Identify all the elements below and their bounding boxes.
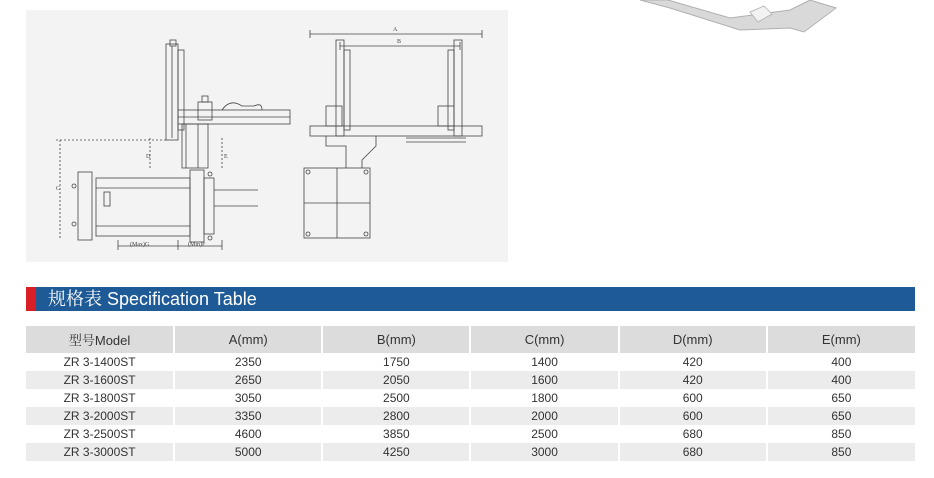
table-header-row [26,326,915,353]
label-c: C [56,186,61,192]
cell-e: 650 [767,389,915,407]
header-b: B(mm) [322,326,470,353]
section-header [26,287,915,311]
cell-b: 1750 [322,353,470,371]
table-row [26,425,915,443]
table-row [26,353,915,371]
table-row [26,371,915,389]
cell-b: 2500 [322,389,470,407]
header-e: E(mm) [767,326,915,353]
table-row [26,407,915,425]
header-d: D(mm) [619,326,767,353]
label-d: D [146,154,151,160]
cell-d: 600 [619,389,767,407]
cell-c: 3000 [470,443,618,461]
bracket-image [640,0,840,40]
cell-a: 3050 [174,389,322,407]
cell-e: 400 [767,371,915,389]
cell-a: 2650 [174,371,322,389]
cell-model: ZR 3-1800ST [26,389,174,407]
label-e: E [224,154,228,160]
header-c: C(mm) [470,326,618,353]
cell-c: 1400 [470,353,618,371]
cell-model: ZR 3-2000ST [26,407,174,425]
section-title: 规格表 Specification Table [48,289,257,309]
cell-a: 3350 [174,407,322,425]
cell-d: 420 [619,353,767,371]
label-a: A [393,27,398,33]
cell-model: ZR 3-1400ST [26,353,174,371]
cell-b: 4250 [322,443,470,461]
cell-c: 1600 [470,371,618,389]
cell-d: 420 [619,371,767,389]
cell-e: 400 [767,353,915,371]
cell-e: 650 [767,407,915,425]
dimension-drawing [26,10,508,262]
label-b: B [397,39,402,45]
header-model: 型号Model [26,326,174,353]
label-min-f: (Min)F [188,242,206,248]
cell-model: ZR 3-2500ST [26,425,174,443]
cell-c: 2500 [470,425,618,443]
table-row [26,389,915,407]
cell-a: 2350 [174,353,322,371]
cell-model: ZR 3-3000ST [26,443,174,461]
section-accent [26,287,36,311]
technical-drawing [26,10,508,262]
cell-d: 680 [619,425,767,443]
label-max-g: (Max)G [130,242,150,248]
header-a: A(mm) [174,326,322,353]
cell-b: 3850 [322,425,470,443]
cell-a: 4600 [174,425,322,443]
cell-d: 600 [619,407,767,425]
cell-b: 2050 [322,371,470,389]
cell-e: 850 [767,425,915,443]
cell-e: 850 [767,443,915,461]
cell-a: 5000 [174,443,322,461]
table-row [26,443,915,461]
cell-c: 1800 [470,389,618,407]
cell-b: 2800 [322,407,470,425]
cell-model: ZR 3-1600ST [26,371,174,389]
spec-table [26,326,915,461]
cell-d: 680 [619,443,767,461]
cell-c: 2000 [470,407,618,425]
